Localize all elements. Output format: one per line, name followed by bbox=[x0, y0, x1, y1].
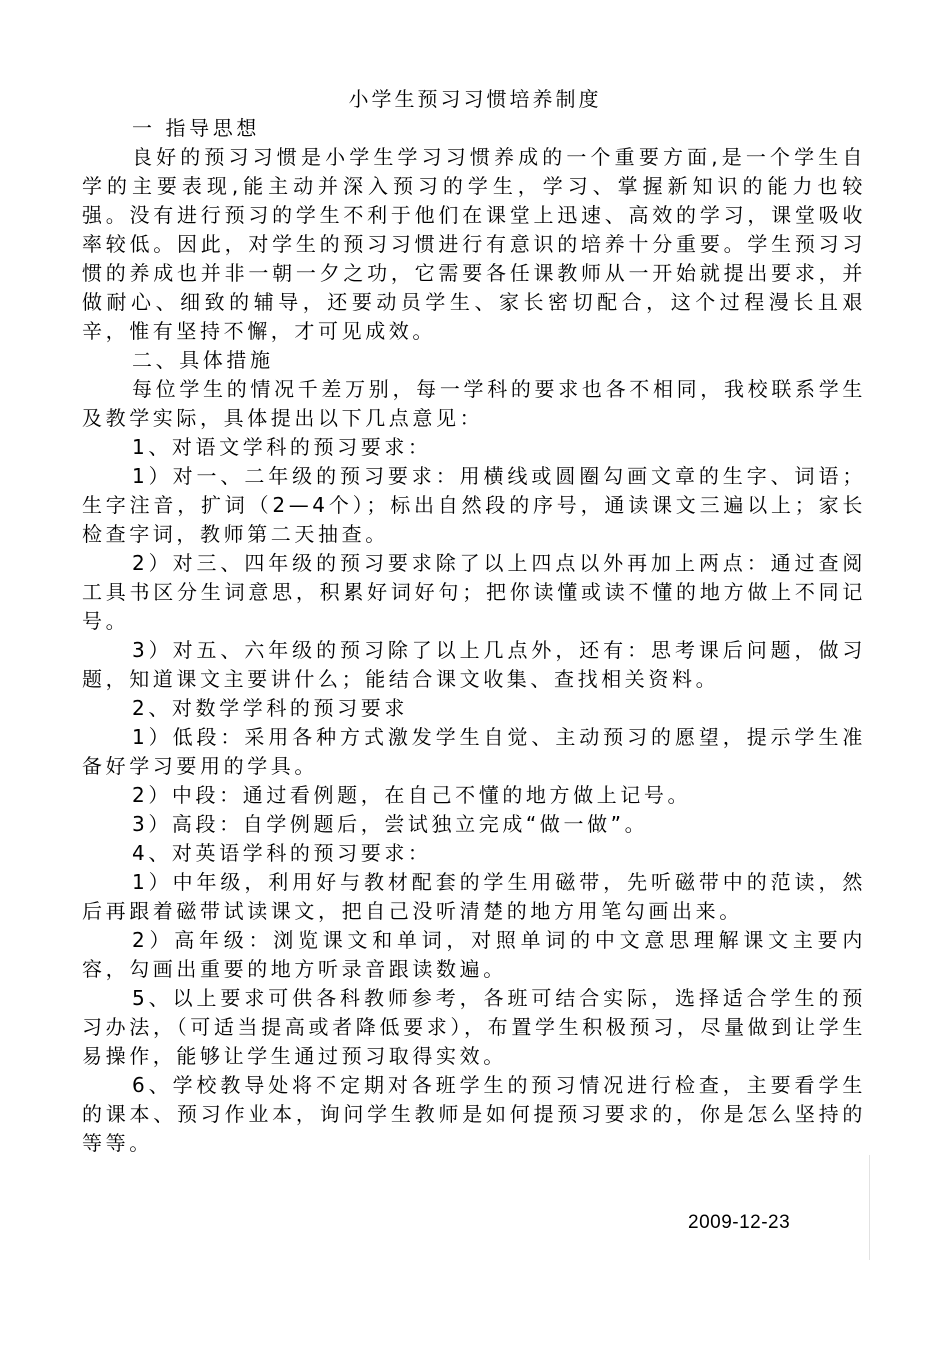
section-heading-measures: 二、具体措施 bbox=[132, 348, 274, 372]
document-body bbox=[82, 114, 866, 1158]
item-chinese-grade-3-4: 2）对三、四年级的预习要求除了以上四点以外再加上两点：通过查阅工具书区分生词意思，积累好词好句；把你读懂或读不懂的地方做上不同记号。 bbox=[82, 551, 866, 633]
section-heading-guiding-thought: 一 指导思想 bbox=[132, 116, 260, 140]
item-english-high: 2）高年级：浏览课文和单词，对照单词的中文意思理解课文主要内容，勾画出重要的地方听录音跟读数遍。 bbox=[82, 928, 866, 981]
paragraph-guiding-thought: 良好的预习习惯是小学生学习习惯养成的一个重要方面,是一个学生自学的主要表现,能主动并深入预习的学生，学习、掌握新知识的能力也较强。没有进行预习的学生不利于他们在课堂上迅速、高效的学习，课堂吸收率较低。因此，对学生的预习习惯进行有意识的培养十分重要。学生预习习惯的养成也并非一朝一夕之功，它需要各任课教师从一开始就提出要求，并做耐心、细致的辅导，还要动员学生、家长密切配合，这个过程漫长且艰辛，惟有坚持不懈，才可见成效。 bbox=[82, 145, 866, 343]
document-date: 2009-12-23 bbox=[688, 1212, 791, 1233]
item-english-mid: 1）中年级，利用好与教材配套的学生用磁带，先听磁带中的范读，然后再跟着磁带试读课文，把自己没听清楚的地方用笔勾画出来。 bbox=[82, 870, 866, 923]
page-edge-line bbox=[869, 1155, 870, 1260]
item-english-heading: 4、对英语学科的预习要求： bbox=[132, 841, 432, 865]
item-math-heading: 2、对数学学科的预习要求 bbox=[132, 696, 408, 720]
item-chinese-grade-5-6: 3）对五、六年级的预习除了以上几点外，还有：思考课后问题，做习题，知道课文主要讲什么；能结合课文收集、查找相关资料。 bbox=[82, 638, 866, 691]
item-math-mid: 2）中段：通过看例题，在自己不懂的地方做上记号。 bbox=[132, 783, 692, 807]
item-math-low: 1）低段：采用各种方式激发学生自觉、主动预习的愿望，提示学生准备好学习要用的学具。 bbox=[82, 725, 866, 778]
item-chinese-heading: 1、对语文学科的预习要求： bbox=[132, 435, 432, 459]
item-reference-note: 5、以上要求可供各科教师参考，各班可结合实际，选择适合学生的预习办法，（可适当提高或者降低要求），布置学生积极预习，尽量做到让学生易操作，能够让学生通过预习取得实效。 bbox=[82, 986, 866, 1068]
item-chinese-grade-1-2: 1）对一、二年级的预习要求：用横线或圆圈勾画文章的生字、词语；生字注音，扩词（2—4个）；标出自然段的序号，通读课文三遍以上；家长检查字词，教师第二天抽查。 bbox=[82, 464, 866, 546]
paragraph-measures-intro: 每位学生的情况千差万别，每一学科的要求也各不相同，我校联系学生及教学实际，具体提出以下几点意见： bbox=[82, 377, 866, 430]
item-inspection-note: 6、学校教导处将不定期对各班学生的预习情况进行检查，主要看学生的课本、预习作业本，询问学生教师是如何提预习要求的，你是怎么坚持的等等。 bbox=[82, 1073, 866, 1155]
document-title: 小学生预习习惯培养制度 bbox=[348, 87, 602, 111]
item-math-high: 3）高段：自学例题后，尝试独立完成“做一做”。 bbox=[132, 812, 649, 836]
